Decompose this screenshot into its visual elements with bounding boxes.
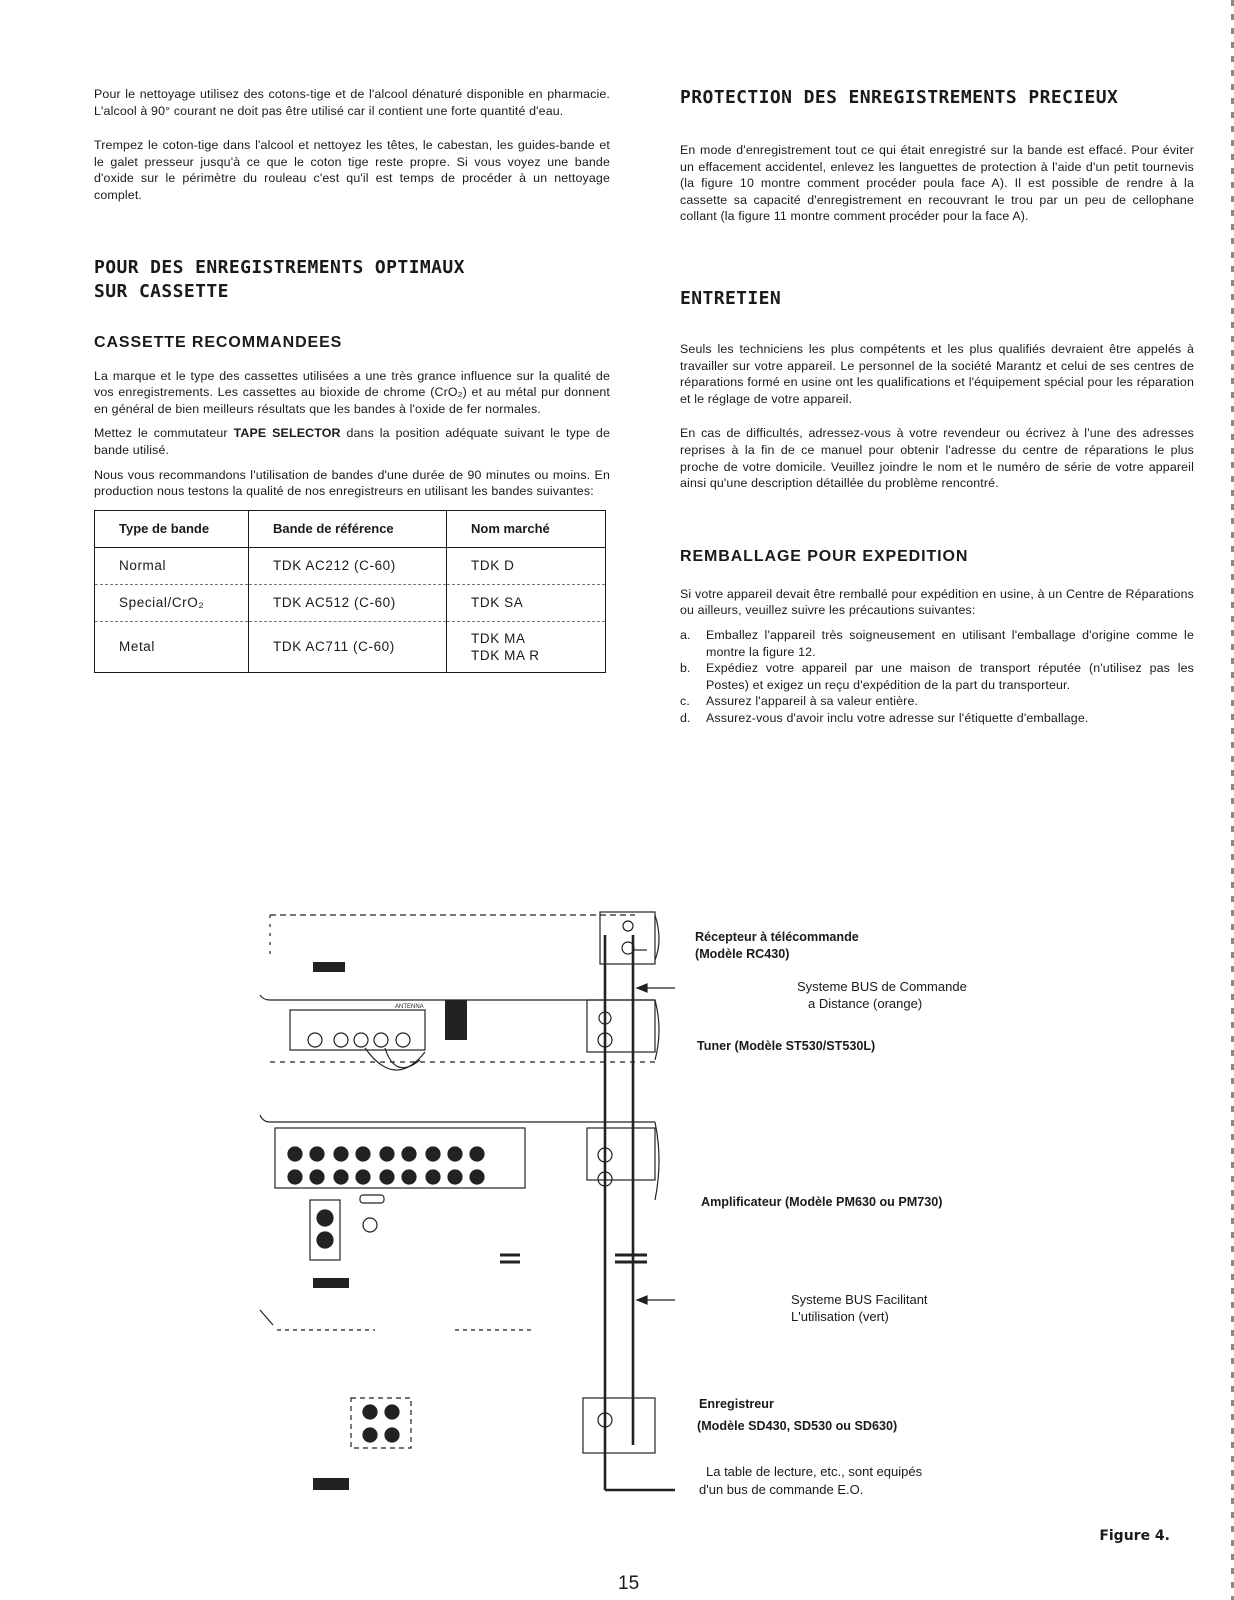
section-title-protection: PROTECTION DES ENREGISTREMENTS PRECIEUX [680,87,1119,108]
cell-type: Special/CrO₂ [95,584,249,621]
repacking-paragraph: Si votre appareil devait être remballé pour expédition en usine, à un Centre de Réparations ou ailleurs, veuillez suivre les précautions suivantes: [680,586,1194,618]
cell-market-name: TDK MA TDK MA R [447,621,606,672]
cassette-brand-paragraph: La marque et le type des cassettes utilisées a une très grance influence sur la qualité de vos enregistrements. Les cassettes au bioxide de chrome (CrO₂) et au métal pur donnent en général de bien meilleurs résultats que les bandes à l'oxide de fer normales. [94,368,610,416]
section-title-optimal-recording [94,256,610,304]
cell-type: Normal [95,547,249,584]
tape-selector-label: TAPE SELECTOR [233,426,341,441]
list-item: a. Emballez l'appareil très soigneusement en utilisant l'emballage d'origine comme le montre la figure 12. [680,627,1194,659]
cell-reference: TDK AC212 (C-60) [249,547,447,584]
left-column [94,86,610,673]
maintenance-paragraph-1: Seuls les techniciens les plus compétents et les plus qualifiés devraient être appelés à travailler sur votre appareil. Le personnel de la société Marantz et celui de ses centres de réparations formé en usine ont les qualifications et l'équipement spécial pour les réparation et le réglage de votre appareil. [680,341,1194,406]
eo-bus-label-1: La table de lecture, etc., sont equipés [706,1464,923,1479]
cell-reference: TDK AC711 (C-60) [249,621,447,672]
subheading-recommended-cassettes: CASSETTE RECOMMANDEES [94,333,343,351]
column-header-type: Type de bande [95,510,249,547]
page-number: 15 [618,1573,640,1594]
bus-easy-label-2: L'utilisation (vert) [791,1309,889,1324]
antenna-label: ANTENNA [395,1004,424,1010]
amplifier-panel [260,1115,655,1288]
maintenance-paragraph-2: En cas de difficultés, adressez-vous à votre revendeur ou écrivez à l'une des adresses reprises à la fin de ce manuel pour obtenir l'adresse du centre de réparations le plus proche de votre domicile. Veuillez joindre le nom et le numéro de série de votre appareil ainsi qu'une description détaillée du problème rencontré. [680,426,1194,491]
table-row [95,584,606,621]
table-row [95,621,606,672]
remote-receiver-model: (Modèle RC430) [695,947,790,961]
list-item: c. Assurez l'appareil à sa valeur entière. [680,694,919,709]
eo-bus-label-2: d'un bus de commande E.O. [699,1482,864,1497]
column-header-market-name: Nom marché [447,510,606,547]
bus-remote-label-1: Systeme BUS de Commande [797,979,967,994]
tuner-label: Tuner (Modèle ST530/ST530L) [697,1039,876,1053]
section-title-repacking: REMBALLAGE POUR EXPEDITION [680,547,969,565]
recorder-panel [260,1310,655,1490]
tuner-panel [260,995,655,1070]
cell-market-name: TDK SA [447,584,606,621]
cleaning-paragraph-2: Trempez le coton-tige dans l'alcool et nettoyez les têtes, le cabestan, les guides-bande et le galet presseur jusqu'à ce que le coton tige reste propre. Si vous voyez une bande d'oxide sur le périmètre du rouleau c'est qu'il est temps de procéder à un nettoyage complet. [94,138,610,202]
section-title-line-1: POUR DES ENREGISTREMENTS OPTIMAUX [94,256,465,278]
list-item: b. Expédiez votre appareil par une maison de transport réputée (n'utilisez pas les Postes) et exigez un reçu d'expédition de la part du transporteur. [680,661,1194,692]
section-title-maintenance: ENTRETIEN [680,287,782,309]
right-column [680,86,1194,726]
tape-selector-paragraph: Mettez le commutateur TAPE SELECTOR dans la position adéquate suivant le type de bande utilisé. [94,426,611,457]
tape-duration-paragraph: Nous vous recommandons l'utilisation de bandes d'une durée de 90 minutes ou moins. En production nous testons la qualité de nos enregistreurs en utilisant les bandes suivantes: [94,467,610,499]
leader-lines [633,950,675,1304]
recorder-model: (Modèle SD430, SD530 ou SD630) [697,1419,898,1433]
connection-diagram [255,900,675,1540]
remote-receiver-title: Récepteur à télécommande [695,930,859,944]
figure-caption: Figure 4. [1099,1528,1170,1544]
table-row [95,547,606,584]
cell-market-name: TDK D [447,547,606,584]
cell-type: Metal [95,621,249,672]
list-item: d. Assurez-vous d'avoir inclu votre adresse sur l'étiquette d'emballage. [680,710,1089,725]
table-header-row [95,510,606,547]
bus-easy-label-1: Systeme BUS Facilitant [791,1292,928,1307]
cell-reference: TDK AC512 (C-60) [249,584,447,621]
section-title-line-2: SUR CASSETTE [94,280,229,302]
recorder-title: Enregistreur [699,1397,774,1411]
bus-cables [605,935,675,1490]
protection-paragraph: En mode d'enregistrement tout ce qui était enregistré sur la bande est effacé. Pour éviter un effacement accidentel, enlevez les languettes de protection à l'aide d'un petit tournevis (la figure 10 montre comment procéder poula face A). Il est possible de rendre à la cassette sa capacité d'enregistrement en recouvrant le trou par un peu de cellophane collant (la figure 11 montre comment procéder pour la face A). [680,143,1194,224]
column-header-reference: Bande de référence [249,510,447,547]
tape-reference-table [94,510,606,673]
repacking-steps [680,627,1194,727]
cleaning-paragraph-1: Pour le nettoyage utilisez des cotons-tige et de l'alcool dénaturé disponible en pharmacie. L'alcool à 90° courant ne doit pas être utilisé car il contient une forte quantité d'eau. [94,87,610,118]
remote-receiver-panel [270,912,655,972]
amplifier-label: Amplificateur (Modèle PM630 ou PM730) [701,1195,943,1209]
bus-remote-label-2: a Distance (orange) [808,996,923,1011]
